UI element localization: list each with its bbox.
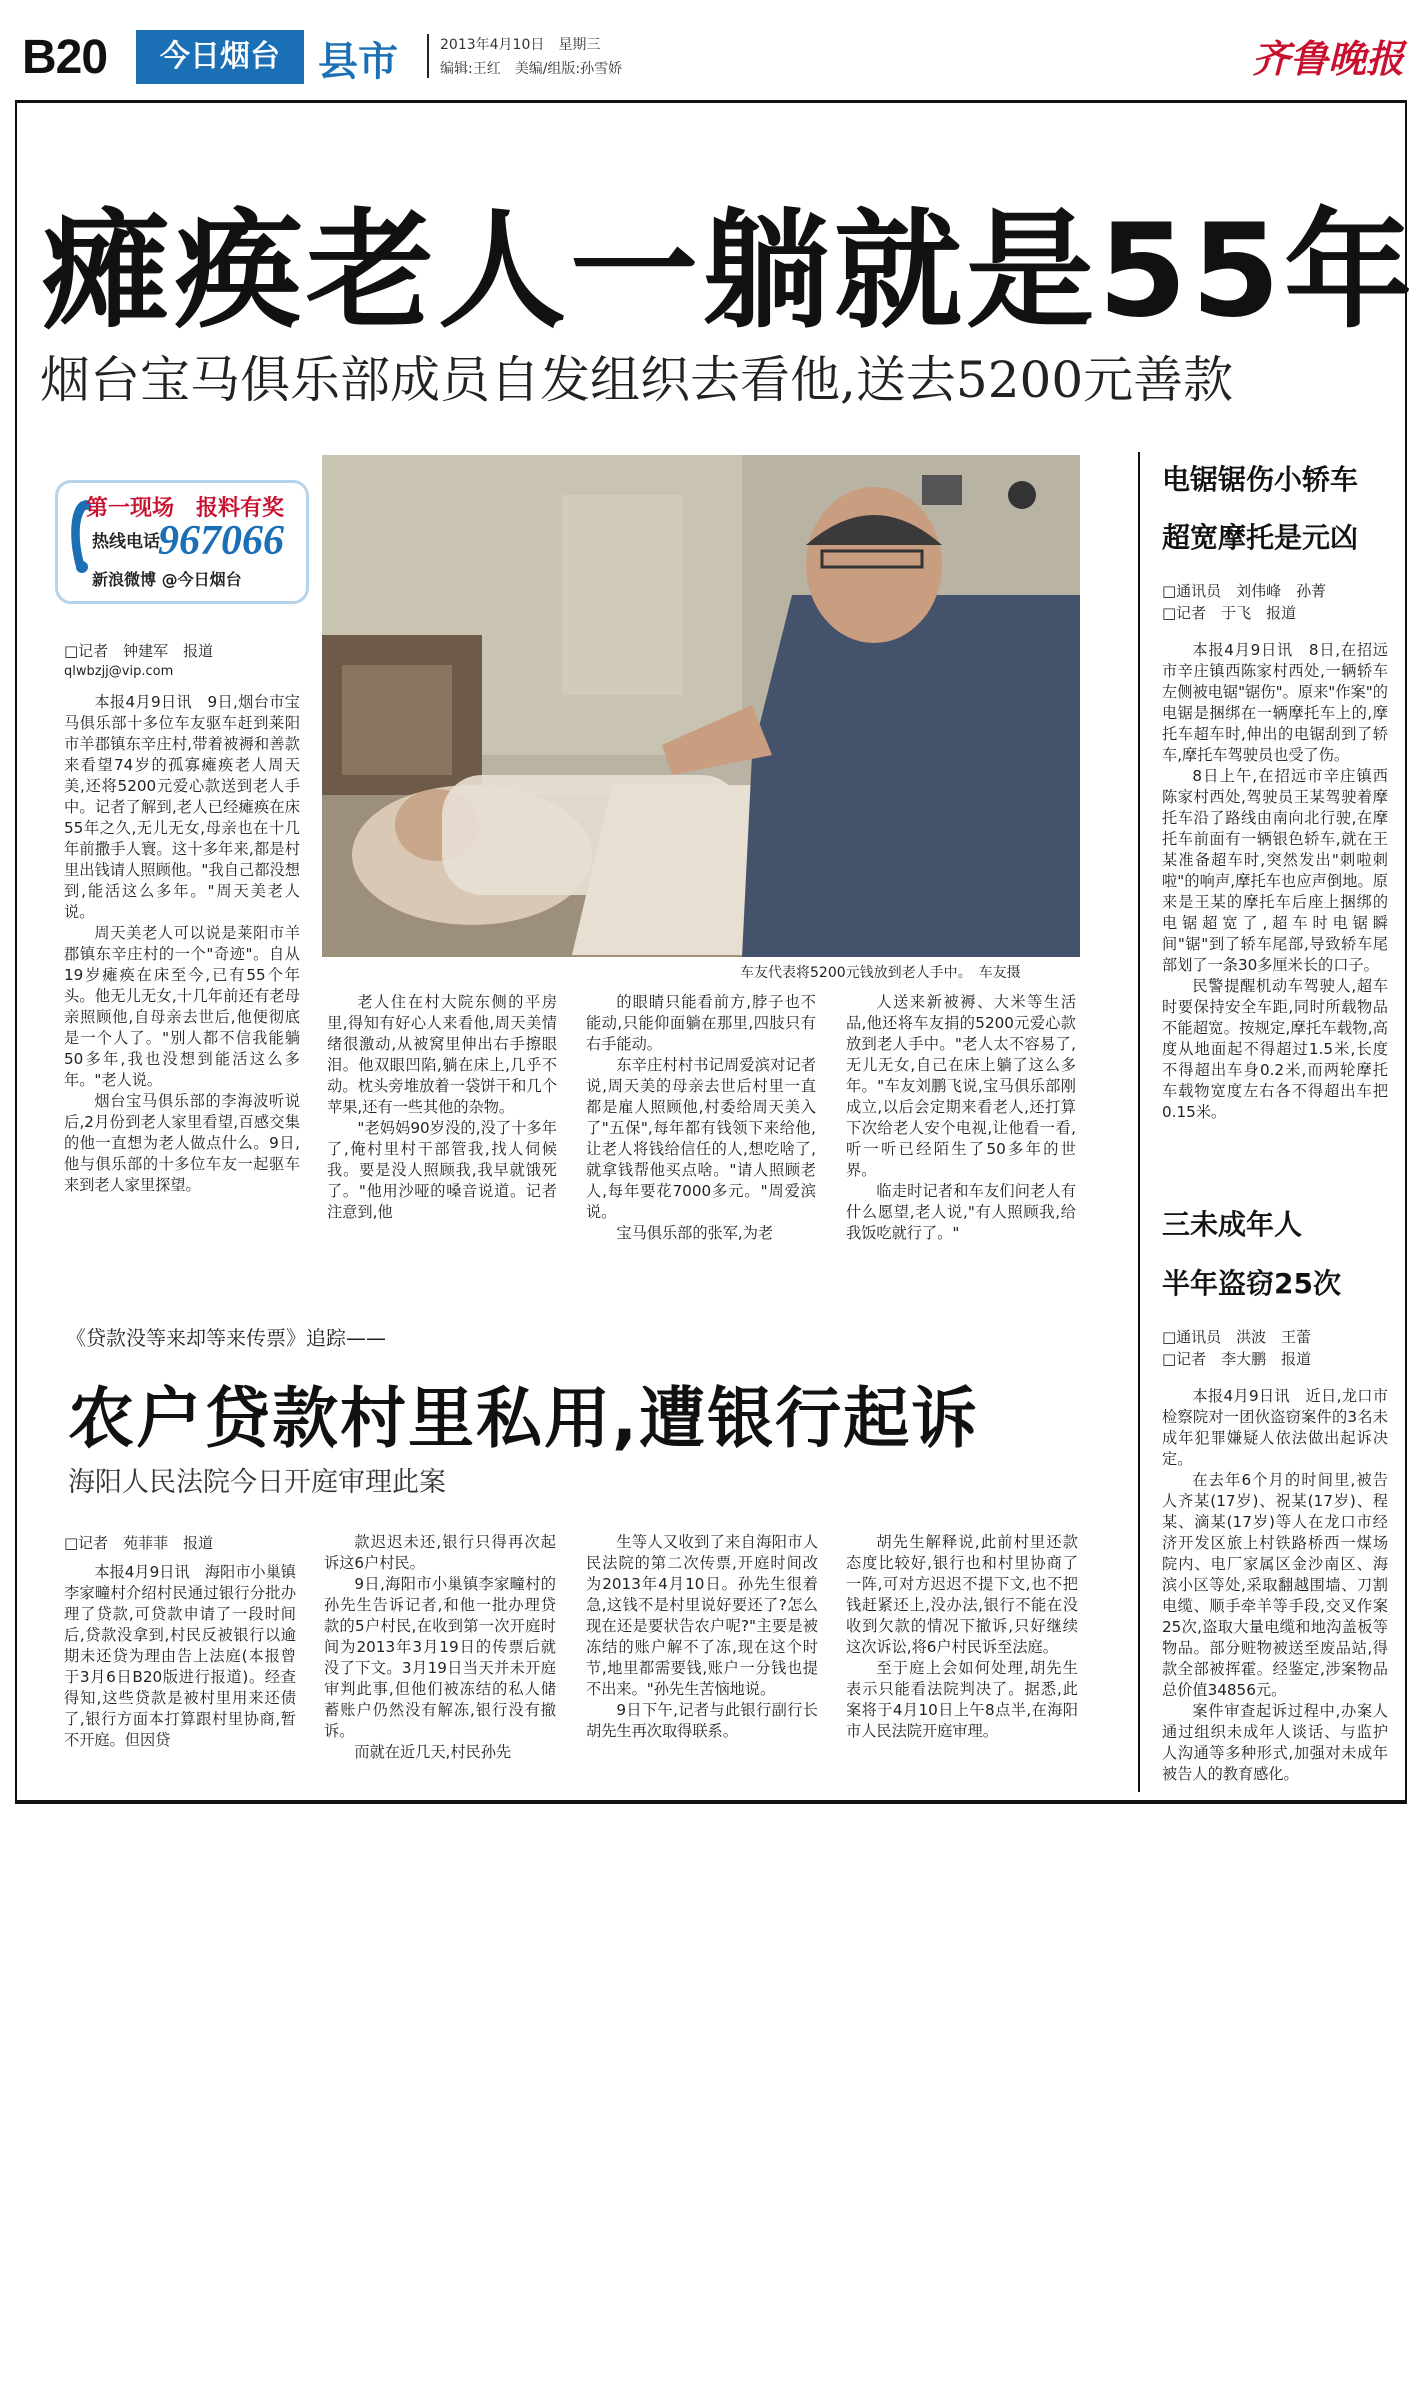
main-paragraph: 烟台宝马俱乐部的李海波听说后,2月份到老人家里看望,百感交集的他一直想为老人做点什么。9日,他与俱乐部的十多位车友一起驱车来到老人家里探望。 [64, 1092, 300, 1194]
sidebar-story1-body [1162, 640, 1388, 1123]
hotline-label: 热线电话 [92, 532, 160, 552]
sidebar-divider [1138, 452, 1140, 1792]
story2-column-4 [846, 1532, 1078, 1742]
hotline-badge [55, 480, 309, 604]
main-byline: □记者 钟建军 报道 [64, 642, 214, 660]
main-column-3 [586, 992, 816, 1244]
news-photo [322, 455, 1080, 957]
sidebar-story2-body [1162, 1386, 1388, 1785]
main-paragraph: 东辛庄村村书记周爱滨对记者说,周天美的母亲去世后村里一直都是雇人照顾他,村委给周天美入了"五保",每年都有钱领下来给他,让老人将钱给信任的人,想吃啥了,就拿钱帮他买点啥。"请人照顾老人,每年要花7000多元。"周爱滨说。 [586, 1056, 816, 1221]
photo-illustration [322, 455, 1080, 957]
story2-kicker: 《贷款没等来却等来传票》追踪—— [66, 1326, 386, 1350]
sidebar-story2-title-1: 三未成年人 [1162, 1208, 1303, 1241]
main-column-4 [846, 992, 1076, 1244]
story2-column-1 [64, 1562, 296, 1751]
page-number: B20 [22, 31, 108, 84]
date-line: 2013年4月10日 星期三 [440, 37, 601, 53]
story2-paragraph: 生等人又收到了来自海阳市人民法院的第二次传票,开庭时间改为2013年4月10日。孙先生很着急,这钱不是村里说好要还了?怎么现在还是要状告农户呢?"主要是被冻结的账户解不了冻,现在这个时节,地里都需要钱,账户一分钱也提不出来。"孙先生苦恼地说。 [586, 1533, 818, 1698]
story2-column-2 [324, 1532, 556, 1763]
sidebar-paragraph: 案件审查起诉过程中,办案人通过组织未成年人谈话、与监护人沟通等多种形式,加强对未成年被告人的教育感化。 [1162, 1702, 1388, 1783]
main-paragraph: "老妈妈90岁没的,没了十多年了,俺村里村干部管我,找人伺候我。要是没人照顾我,我早就饿死了。"他用沙哑的嗓音说道。记者注意到,他 [327, 1119, 557, 1221]
story2-column-3 [586, 1532, 818, 1742]
main-column-1 [64, 692, 300, 1196]
sidebar-paragraph: 本报4月9日讯 8日,在招远市辛庄镇西陈家村西处,一辆轿车左侧被电锯"锯伤"。原来"作案"的电锯是捆绑在一辆摩托车上的,摩托车超车时,伸出的电锯刮到了轿车,摩托车驾驶员也受了伤。 [1162, 641, 1388, 764]
story2-byline: □记者 苑菲菲 报道 [64, 1534, 214, 1552]
section-tag: 今日烟台 [136, 30, 304, 84]
page-frame-bottom [15, 1800, 1407, 1804]
story2-paragraph: 款迟迟未还,银行只得再次起诉这6户村民。 [324, 1533, 556, 1572]
main-paragraph: 本报4月9日讯 9日,烟台市宝马俱乐部十多位车友驱车赶到莱阳市羊郡镇东辛庄村,带着被褥和善款来看望74岁的孤寡瘫痪老人周天美,还将5200元爱心款送到老人手中。记者了解到,老人已经瘫痪在床55年之久,无儿无女,母亲也在十几年前撒手人寰。这十多年来,都是村里出钱请人照顾他。"我自己都没想到,能活这么多年。"周天美老人说。 [64, 693, 300, 921]
main-subheadline: 烟台宝马俱乐部成员自发组织去看他,送去5200元善款 [40, 351, 1234, 409]
story2-paragraph: 9日下午,记者与此银行副行长胡先生再次取得联系。 [586, 1701, 818, 1740]
sidebar-story1-byline-1: □通讯员 刘伟峰 孙菁 [1162, 582, 1327, 600]
header-divider [427, 34, 429, 78]
main-column-2 [327, 992, 557, 1223]
sidebar-story1-title-2: 超宽摩托是元凶 [1162, 521, 1359, 554]
masthead-logo: 齐鲁晚报 [1252, 36, 1405, 81]
main-headline: 瘫痪老人一躺就是55年 [42, 197, 1417, 346]
main-email: qlwbzjj@vip.com [64, 664, 174, 679]
sidebar-story2-title-2: 半年盗窃25次 [1162, 1267, 1341, 1300]
page-frame-top [15, 100, 1407, 103]
hotline-slogan: 第一现场 报料有奖 [86, 496, 285, 521]
main-paragraph: 人送来新被褥、大米等生活品,他还将车友捐的5200元爱心款放到老人手中。"老人太不容易了,无儿无女,自己在床上躺了这么多年。"车友刘鹏飞说,宝马俱乐部刚成立,以后会定期来看老人,还打算下次给老人安个电视,让他看一看,听一听已经陌生了50多年的世界。 [846, 993, 1076, 1179]
main-paragraph: 临走时记者和车友们问老人有什么愿望,老人说,"有人照顾我,给我饭吃就行了。" [846, 1182, 1076, 1242]
story2-paragraph: 胡先生解释说,此前村里还款态度比较好,银行也和村里协商了一阵,可对方迟迟不提下文,也不把钱赶紧还上,没办法,银行不能在没收到欠款的情况下撤诉,只好继续这次诉讼,将6户村民诉至法庭。 [846, 1533, 1078, 1656]
sidebar-story2-byline-1: □通讯员 洪波 王蕾 [1162, 1328, 1312, 1346]
editor-line: 编辑:王红 美编/组版:孙雪娇 [440, 61, 623, 77]
main-paragraph: 宝马俱乐部的张军,为老 [616, 1224, 774, 1242]
subsection-label: 县市 [318, 39, 398, 85]
sidebar-paragraph: 8日上午,在招远市辛庄镇西陈家村西处,驾驶员王某驾驶着摩托车沿了路线由南向北行驶,在摩托车前面有一辆银色轿车,就在王某准备超车时,突然发出"刺啦刺啦"的响声,摩托车也应声倒地。原来是王某的摩托车后座上捆绑的电锯超宽了,超车时电锯瞬间"锯"到了轿车尾部,导致轿车尾部划了一条30多厘米长的口子。 [1162, 767, 1388, 974]
page-frame-right [1405, 100, 1407, 1802]
sidebar-paragraph: 本报4月9日讯 近日,龙口市检察院对一团伙盗窃案件的3名未成年犯罪嫌疑人依法做出起诉决定。 [1162, 1387, 1388, 1468]
main-paragraph: 周天美老人可以说是莱阳市羊郡镇东辛庄村的一个"奇迹"。自从19岁瘫痪在床至今,已有55个年头。他无儿无女,十几年前还有老母亲照顾他,自母亲去世后,他便彻底是一个人了。"别人都不信我能躺50多年,我也没想到能活这么多年。"老人说。 [64, 924, 300, 1089]
page-frame-left [15, 100, 17, 1802]
sidebar-story2-byline-2: □记者 李大鹏 报道 [1162, 1350, 1312, 1368]
story2-headline: 农户贷款村里私用,遭银行起诉 [68, 1380, 980, 1457]
sidebar-story1-title-1: 电锯锯伤小轿车 [1162, 463, 1359, 496]
story2-paragraph: 至于庭上会如何处理,胡先生表示只能看法院判决了。据悉,此案将于4月10日上午8点半,在海阳市人民法院开庭审理。 [846, 1659, 1078, 1740]
sidebar-paragraph: 民警提醒机动车驾驶人,超车时要保持安全车距,同时所载物品不能超宽。按规定,摩托车载物,高度从地面起不得超过1.5米,长度不得超出车身0.2米,而两轮摩托车载物宽度左右各不得超出车把0.15米。 [1162, 977, 1388, 1121]
main-paragraph: 老人住在村大院东侧的平房里,得知有好心人来看他,周天美情绪很激动,从被窝里伸出右手擦眼泪。他双眼凹陷,躺在床上,几乎不动。枕头旁堆放着一袋饼干和几个苹果,还有一些其他的杂物。 [327, 993, 557, 1116]
story2-subheadline: 海阳人民法院今日开庭审理此案 [68, 1467, 446, 1498]
story2-paragraph: 本报4月9日讯 海阳市小巢镇李家疃村介绍村民通过银行分批办理了贷款,可贷款申请了一段时间后,贷款没拿到,村民反被银行以逾期未还贷为理由告上法庭(本报曾于3月6日B20版进行报道)。经查得知,这些贷款是被村里用来还债了,银行方面本打算跟村里协商,暂不开庭。但因贷 [64, 1563, 296, 1749]
photo-caption: 车友代表将5200元钱放到老人手中。 车友摄 [740, 965, 1021, 981]
main-paragraph: 的眼睛只能看前方,脖子也不能动,只能仰面躺在那里,四肢只有右手能动。 [586, 993, 816, 1053]
sidebar-paragraph: 在去年6个月的时间里,被告人齐某(17岁)、祝某(17岁)、程某、滴某(17岁)等人在龙口市经济开发区旅上村铁路桥西一煤场院内、电厂家属区金沙南区、海滨小区等处,采取翻越围墙、刀割电缆、顺手牵羊等手段,交叉作案25次,盗取大量电缆和地沟盖板等物品。部分赃物被送至废品站,得款全部被挥霍。经鉴定,涉案物品总价值34856元。 [1162, 1471, 1388, 1699]
hotline-weibo: 新浪微博 @今日烟台 [92, 570, 242, 589]
story2-paragraph: 而就在近几天,村民孙先 [354, 1743, 512, 1761]
sidebar-story1-byline-2: □记者 于飞 报道 [1162, 604, 1297, 622]
story2-paragraph: 9日,海阳市小巢镇李家疃村的孙先生告诉记者,和他一批办理贷款的5户村民,在收到第一次开庭时间为2013年3月19日的传票后就没了下文。3月19日当天并未开庭审判此事,但他们被冻结的私人储蓄账户仍然没有解冻,银行没有撤诉。 [324, 1575, 556, 1740]
hotline-number: 967066 [158, 518, 284, 564]
